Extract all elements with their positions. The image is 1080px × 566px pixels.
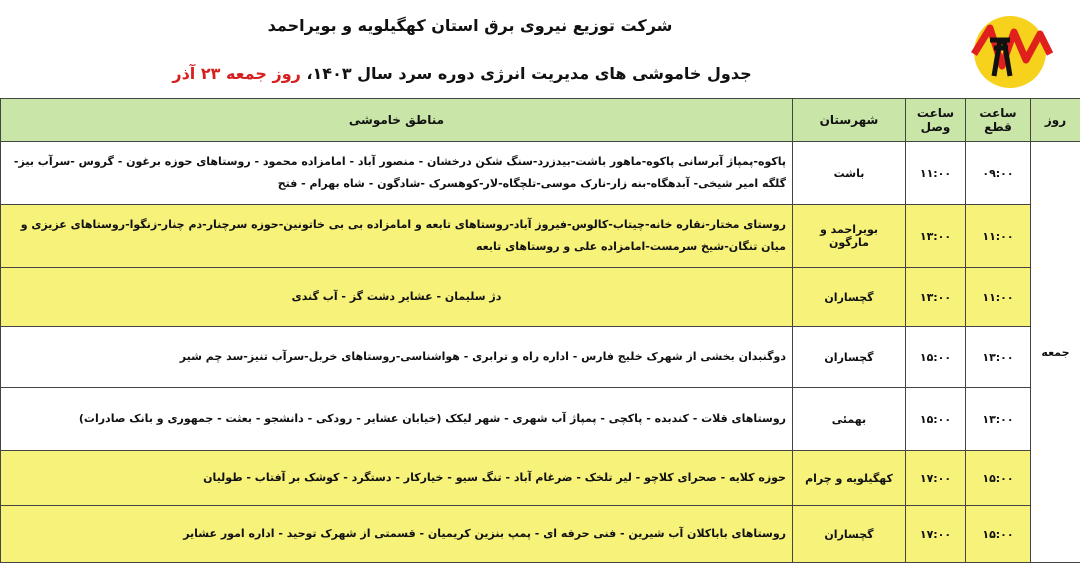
company-title: شرکت توزیع نیروی برق استان کهگیلویه و بویراحمد xyxy=(267,16,673,35)
areas-cell: دوگنبدان بخشی از شهرک خلیج فارس - اداره راه و ترابری - هواشناسی-روستاهای خربل-سرآب تنیز-سد چم شیر xyxy=(1,327,793,388)
city-cell: کهگیلویه و چرام xyxy=(793,451,906,506)
areas-cell: روستای مختار-نقاره خانه-چیتاب-کالوس-فیروز آباد-روستاهای تابعه و امامزاده بی بی خاتونین-حوزه سرچنار-دم چنار-زنگوا-روستاهای عزیزی و میان تنگان-شیخ سرمست-امامزاده علی و روستاهای تابعه xyxy=(1,205,793,268)
cut-time-cell: ۱۳:۰۰ xyxy=(966,327,1031,388)
table-row xyxy=(1,268,1080,327)
header-areas: مناطق خاموشی xyxy=(1,99,793,142)
table-row xyxy=(1,205,1080,268)
cut-time-cell: ۰۹:۰۰ xyxy=(966,142,1031,205)
areas-cell: حوزه کلایه - صحرای کلاچو - لیر تلخک - ضرغام آباد - تنگ سیو - خیارکار - دستگرد - کوشک بر آفتاب - طولیان xyxy=(1,451,793,506)
header-connect-time: ساعت وصل xyxy=(906,99,966,142)
areas-cell: روستاهای قلات - کندبده - پاکچی - پمپاژ آب شهری - شهر لیکک (خیابان عشایر - رودکی - دانشجو - بعثت - جمهوری و بانک صادرات) xyxy=(1,388,793,451)
table-row xyxy=(1,327,1080,388)
subtitle-main: جدول خاموشی های مدیریت انرژی دوره سرد سال ۱۴۰۳، xyxy=(306,64,752,83)
cut-time-cell: ۱۵:۰۰ xyxy=(966,506,1031,563)
header-cut-time: ساعت قطع xyxy=(966,99,1031,142)
city-cell: گچساران xyxy=(793,268,906,327)
day-cell: جمعه xyxy=(1031,142,1080,563)
header-day: روز xyxy=(1031,99,1080,142)
cut-time-cell: ۱۳:۰۰ xyxy=(966,388,1031,451)
table-header-row xyxy=(1,99,1080,142)
connect-time-cell: ۱۵:۰۰ xyxy=(906,388,966,451)
city-cell: بویراحمد و مارگون xyxy=(793,205,906,268)
subtitle-day: روز جمعه ۲۳ آذر xyxy=(172,64,301,83)
cut-time-cell: ۱۱:۰۰ xyxy=(966,205,1031,268)
areas-cell: دژ سلیمان - عشایر دشت گز - آب گندی xyxy=(1,268,793,327)
city-cell: باشت xyxy=(793,142,906,205)
city-cell: گچساران xyxy=(793,327,906,388)
schedule-subtitle xyxy=(0,64,1080,83)
connect-time-cell: ۱۵:۰۰ xyxy=(906,327,966,388)
connect-time-cell: ۱۷:۰۰ xyxy=(906,506,966,563)
connect-time-cell: ۱۱:۰۰ xyxy=(906,142,966,205)
cut-time-cell: ۱۱:۰۰ xyxy=(966,268,1031,327)
connect-time-cell: ۱۳:۰۰ xyxy=(906,268,966,327)
table-row xyxy=(1,451,1080,506)
table-row xyxy=(1,142,1080,205)
table-row xyxy=(1,506,1080,563)
outage-schedule-table xyxy=(0,98,1080,563)
connect-time-cell: ۱۳:۰۰ xyxy=(906,205,966,268)
city-cell: بهمئی xyxy=(793,388,906,451)
areas-cell: پاکوه-پمپاژ آبرسانی پاکوه-ماهور باشت-بیدزرد-سنگ شکن درخشان - منصور آباد - امامزاده محمود - روستاهای حوزه برغون - گروس -سرآب بیز-گلگه امیر شیخی- آبدهگاه-بنه زار-نارک موسی-تلچگاه-لار-کوهسرک -شادگون - شاه بهرام - فتح xyxy=(1,142,793,205)
areas-cell: روستاهای باباکلان آب شیرین - فنی حرفه ای - پمپ بنزین کریمیان - قسمتی از شهرک توحید - اداره امور عشایر xyxy=(1,506,793,563)
table-row xyxy=(1,388,1080,451)
city-cell: گچساران xyxy=(793,506,906,563)
header-city: شهرستان xyxy=(793,99,906,142)
connect-time-cell: ۱۷:۰۰ xyxy=(906,451,966,506)
cut-time-cell: ۱۵:۰۰ xyxy=(966,451,1031,506)
